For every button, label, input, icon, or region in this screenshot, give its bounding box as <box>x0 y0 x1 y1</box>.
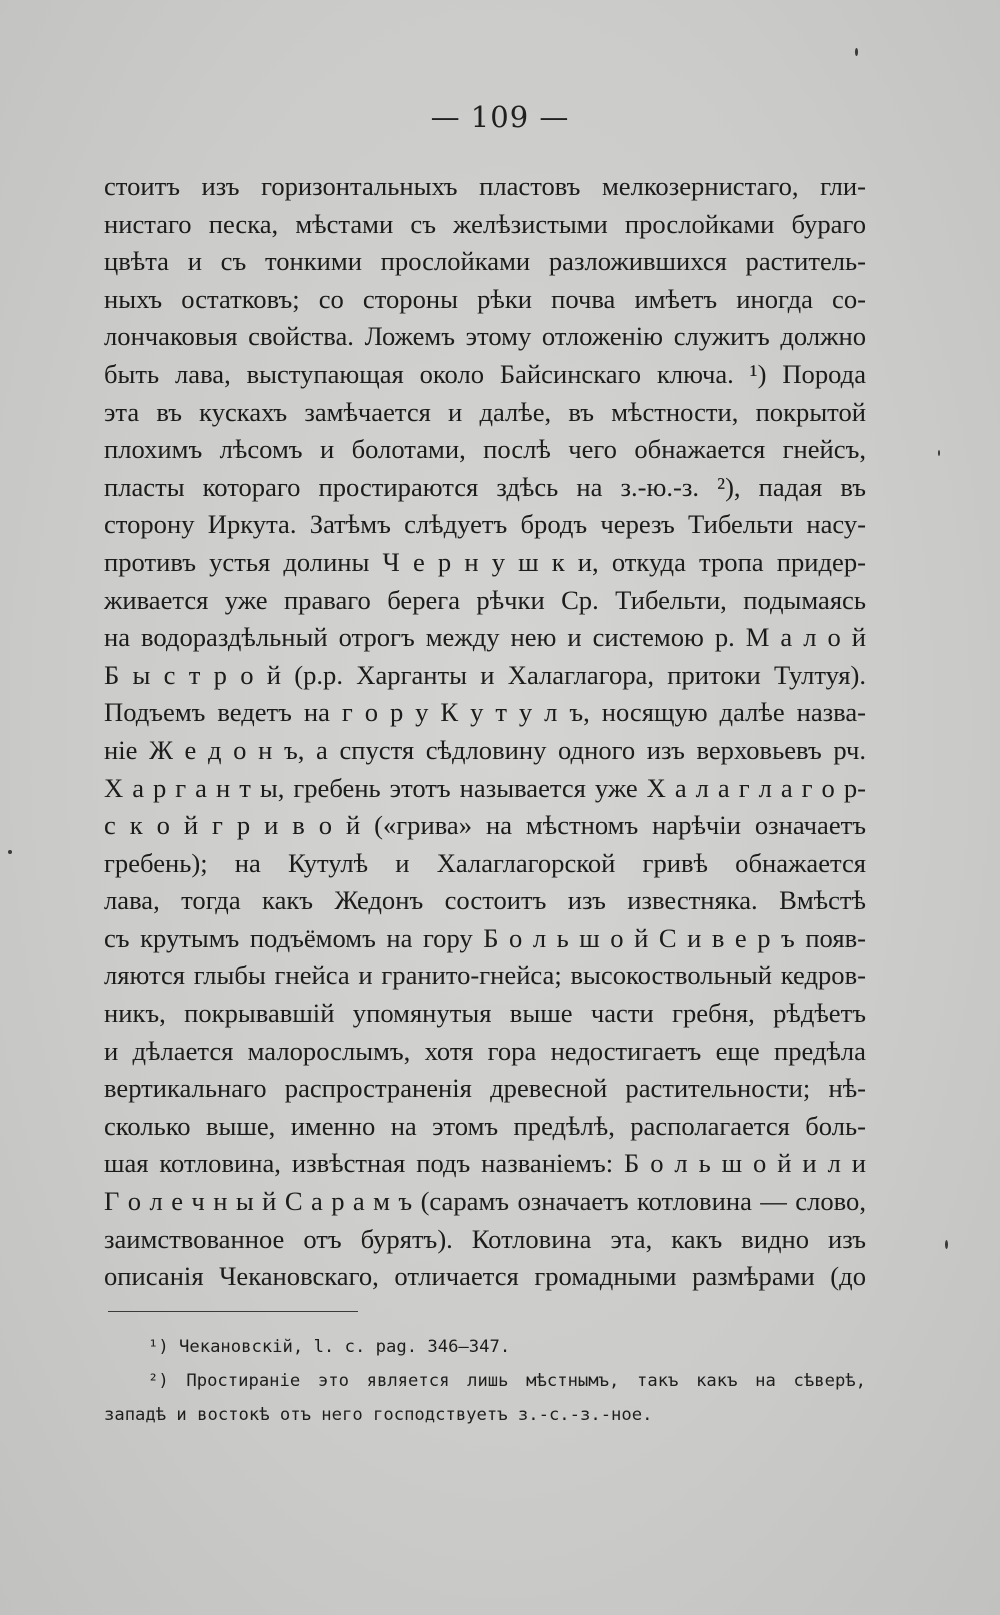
text-line: Г о л е ч н ы й С а р а м ъ (сарамъ означаетъ котловина — слово, <box>104 1186 866 1217</box>
footnote-2: ²) Простираніе это является лишь мѣстнымъ, такъ какъ на сѣверѣ, <box>148 1371 866 1391</box>
text-line: описанія Чекановскаго, отличается громадными размѣрами (до <box>104 1261 866 1292</box>
text-line: никъ, покрывавшій упомянутыя выше части гребня, рѣдѣетъ <box>104 998 866 1029</box>
text-line: шая котловина, извѣстная подъ названіемъ: Б о л ь ш о й и л и <box>104 1148 866 1179</box>
text-line: стоитъ изъ горизонтальныхъ пластовъ мелкозернистаго, гли- <box>104 171 866 201</box>
page-number: — 109 — <box>430 100 570 134</box>
text-line: вертикальнаго распространенія древесной растительности; нѣ- <box>104 1073 866 1104</box>
footnote-1: ¹) Чекановскій, l. c. pag. 346—347. <box>148 1337 511 1357</box>
text-line: живается уже праваго берега рѣчки Ср. Тибельти, подымаясь <box>104 584 866 615</box>
text-line: плохимъ лѣсомъ и болотами, послѣ чего обнажается гнейсъ, <box>104 434 866 465</box>
text-line: с к о й г р и в о й («грива» на мѣстномъ нарѣчіи означаетъ <box>104 810 866 841</box>
scan-speck <box>855 48 858 56</box>
text-line: цвѣта и съ тонкими прослойками разложившихся раститель- <box>104 246 866 277</box>
text-line: Подъемъ ведетъ на г о р у К у т у л ъ, носящую далѣе назва- <box>104 697 866 728</box>
scan-speck <box>8 850 12 854</box>
body-text <box>104 168 866 1296</box>
text-line: нистаго песка, мѣстами съ желѣзистыми прослойками бураго <box>104 208 866 239</box>
text-line: ныхъ остатковъ; со стороны рѣки почва имѣетъ иногда со- <box>104 283 866 314</box>
scan-speck <box>945 1240 948 1249</box>
text-line: сколько выше, именно на этомъ предѣлѣ, располагается боль- <box>104 1110 866 1141</box>
text-line: лава, тогда какъ Жедонъ состоитъ изъ известняка. Вмѣстѣ <box>104 885 866 916</box>
text-line: на водораздѣльный отрогъ между нею и системою р. М а л о й <box>104 622 866 653</box>
text-line: гребень); на Кутулѣ и Халаглагорской гривѣ обнажается <box>104 847 866 878</box>
text-line: заимствованное отъ бурятъ). Котловина эта, какъ видно изъ <box>104 1223 866 1254</box>
text-line: ляются глыбы гнейса и гранито-гнейса; высокоствольный кедров- <box>104 960 866 991</box>
text-line: съ крутымъ подъёмомъ на гору Б о л ь ш о й С и в е р ъ появ- <box>104 922 866 953</box>
text-line: эта въ кускахъ замѣчается и далѣе, въ мѣстности, покрытой <box>104 396 866 427</box>
text-line: ніе Ж е д о н ъ, а спустя сѣдловину одного изъ верховьевъ рч. <box>104 734 866 765</box>
text-line: сторону Иркута. Затѣмъ слѣдуетъ бродъ черезъ Тибельти насу- <box>104 509 866 540</box>
scan-speck <box>938 450 940 456</box>
text-line: Х а р г а н т ы, гребень этотъ называется уже Х а л а г л а г о р- <box>104 772 866 803</box>
text-line: противъ устья долины Ч е р н у ш к и, откуда тропа придер- <box>104 546 866 577</box>
text-line: и дѣлается малорослымъ, хотя гора недостигаетъ еще предѣла <box>104 1035 866 1066</box>
footnotes <box>104 1330 866 1432</box>
text-line: лончаковыя свойства. Ложемъ этому отложенію служитъ должно <box>104 321 866 352</box>
footnote-2-continuation: западѣ и востокѣ отъ него господствуетъ з.-с.-з.-ное. <box>104 1405 653 1425</box>
footnote-rule <box>108 1311 358 1312</box>
text-line: пласты котораго простираются здѣсь на з.-ю.-з. ²), падая въ <box>104 471 866 502</box>
text-line: быть лава, выступающая около Байсинскаго ключа. ¹) Порода <box>104 358 866 389</box>
text-line: Б ы с т р о й (р.р. Харганты и Халаглагора, притоки Тултуя). <box>104 659 866 690</box>
